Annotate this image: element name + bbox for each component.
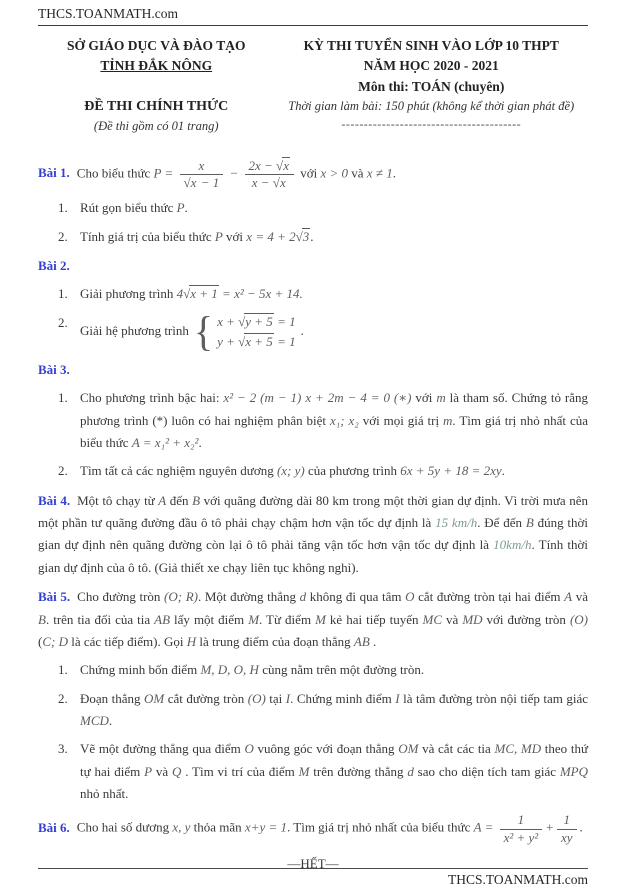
text-run: d xyxy=(407,763,414,779)
problem-6-label: Bài 6. xyxy=(38,820,70,836)
text-run: và xyxy=(442,611,463,627)
radical-icon: √ xyxy=(272,174,280,190)
text-run: P xyxy=(176,200,185,216)
school-year: NĂM HỌC 2020 - 2021 xyxy=(363,58,499,74)
text-run: . Để đến xyxy=(477,515,526,531)
fraction-numerator: 1 xyxy=(500,812,543,829)
text-run: C; D xyxy=(42,633,68,649)
text-run: thỏa mãn xyxy=(190,820,245,836)
text-run: B xyxy=(192,492,201,508)
text-run: . Từ điểm xyxy=(259,611,316,627)
text-run: A = x₁² + x₂² xyxy=(131,435,199,451)
item-text xyxy=(80,197,588,219)
text-run: đến xyxy=(166,492,193,508)
text-run: . xyxy=(198,435,202,451)
text-run: tại xyxy=(265,690,286,706)
item-text xyxy=(80,738,588,805)
radical-icon: √ xyxy=(295,228,303,244)
text-run: . Chứng minh điểm xyxy=(290,690,396,706)
text-run: theo thứ tự hai điểm xyxy=(80,741,588,779)
text-run: lấy một điểm xyxy=(170,611,249,627)
problem-5-item-2 xyxy=(38,688,588,733)
text-run: là tham số. Chứng tỏ rằng phương trình (*) luôn có hai nghiệm phân biệt xyxy=(80,390,588,428)
text-run: m xyxy=(443,412,453,428)
text-run: . xyxy=(501,463,505,479)
problem-4 xyxy=(38,490,588,579)
problem-6 xyxy=(38,812,588,846)
radical-icon: √ xyxy=(276,157,284,173)
item-text xyxy=(80,688,588,733)
problem-1-item-1 xyxy=(38,197,588,219)
text-run: . xyxy=(310,228,314,244)
sqrt-expression: √y + 5 xyxy=(238,314,274,329)
problem-1-statement xyxy=(38,158,588,192)
pages-note: (Đề thi gồm có 01 trang) xyxy=(93,118,219,133)
text-run: Cho biểu thức xyxy=(76,165,154,181)
text-run: I xyxy=(285,690,291,706)
text-run: MCD xyxy=(80,712,109,728)
text-run: với mọi giá trị xyxy=(358,412,444,428)
text-run: . Một đường thẳng xyxy=(197,589,300,605)
problem-4-statement xyxy=(38,490,588,579)
text-run: của phương trình xyxy=(304,463,401,479)
item-number: 1. xyxy=(58,286,68,302)
text-run: kẻ hai tiếp tuyến xyxy=(325,611,423,627)
text-run: . xyxy=(300,322,304,338)
text-run: = x² − 5x + 14. xyxy=(218,286,303,302)
text-run: (O; R) xyxy=(164,589,198,605)
text-run: Vẽ một đường thẳng qua điểm xyxy=(80,741,245,757)
text-run: Cho hai số dương xyxy=(76,820,173,836)
text-run: x² − 2 (m − 1) x + 2m − 4 = 0 (∗) xyxy=(223,390,412,406)
text-run: với xyxy=(222,228,247,244)
text-run: 4 xyxy=(176,286,184,302)
text-run: m xyxy=(436,390,446,406)
text-run: . Tính thời gian dự định của ô tô. (Giả thiết xe chạy liên tục không nghỉ). xyxy=(38,537,588,575)
sqrt-expression: √x + 5 xyxy=(238,334,274,349)
text-run: P = xyxy=(153,165,174,181)
sqrt-expression: √x xyxy=(272,174,286,190)
text-run: Q xyxy=(171,763,182,779)
province-name: TỈNH ĐẮK NÔNG xyxy=(100,57,213,73)
text-run: M xyxy=(315,611,326,627)
item-text xyxy=(80,387,588,454)
text-run: I xyxy=(395,690,400,706)
text-run: M xyxy=(248,611,260,627)
text-run: với xyxy=(411,390,437,406)
text-run: x, y xyxy=(172,820,191,836)
text-run: và cắt các tia xyxy=(418,741,495,757)
text-run: Tìm tất cả các nghiệm nguyên dương xyxy=(80,463,277,479)
speed-value: 15 km/h xyxy=(435,515,478,531)
text-run: và xyxy=(572,589,588,605)
text-run: ( xyxy=(38,633,43,649)
text-run: với quãng đường dài 80 km trong một thời gian dự định. Vì trời mưa nên một phần tư quãng đường đầu ô tô phải chạy chậm hơn vận tốc dự định là xyxy=(38,492,588,531)
fraction-denominator: √x − 1 xyxy=(183,174,220,190)
radical-icon: √ xyxy=(183,174,191,190)
text-run: H xyxy=(186,633,197,649)
text-run: . xyxy=(369,633,377,649)
text-run: cắt đường tròn tại hai điểm xyxy=(414,589,565,605)
problem-6-statement xyxy=(38,812,588,846)
fraction xyxy=(245,158,294,192)
item-number: 3. xyxy=(58,741,68,757)
sqrt-expression: √x xyxy=(183,174,197,190)
text-run: d xyxy=(299,589,307,605)
site-url-bottom[interactable]: THCS.TOANMATH.com xyxy=(447,872,588,887)
system-equations xyxy=(217,312,296,352)
text-run: MC, MD xyxy=(494,741,542,757)
text-run: A xyxy=(158,492,167,508)
text-run: MC xyxy=(422,611,443,627)
problem-3-item-2 xyxy=(38,460,588,482)
site-footer-bar xyxy=(38,868,588,888)
fraction-denominator: x² + y² xyxy=(503,829,539,845)
problem-2 xyxy=(38,255,588,355)
text-run: . Tìm giá trị nhỏ nhất của biểu thức xyxy=(80,412,588,451)
site-url-top[interactable]: THCS.TOANMATH.com xyxy=(38,6,179,21)
text-run: là các tiếp điểm). Gọi xyxy=(67,633,187,649)
department-name: SỞ GIÁO DỤC VÀ ĐÀO TẠO xyxy=(67,38,246,53)
exam-title: KỲ THI TUYỂN SINH VÀO LỚP 10 THPT xyxy=(303,38,559,53)
text-run: . Tìm vi trí của điểm xyxy=(181,763,299,779)
problem-5-item-1 xyxy=(38,659,588,681)
text-run: Một tô chạy từ xyxy=(77,492,159,508)
text-run: cắt đường tròn xyxy=(164,690,248,706)
text-run: (x; y) xyxy=(276,463,305,479)
text-run: OM xyxy=(398,741,419,757)
fraction xyxy=(500,812,543,846)
text-run: x₁; x₂ xyxy=(329,412,359,428)
fraction xyxy=(180,158,224,192)
item-number: 1. xyxy=(58,200,68,216)
system-equation-1: x + √y + 5 = 1 xyxy=(217,312,296,332)
header-left-column xyxy=(38,36,275,134)
text-run: Giải hệ phương trình xyxy=(80,322,189,338)
text-run: và xyxy=(152,763,172,779)
text-run: MD xyxy=(462,611,483,627)
text-run: không đi qua tâm xyxy=(306,589,406,605)
text-run: P xyxy=(214,228,223,244)
system-equation-2: y + √x + 5 = 1 xyxy=(217,332,296,352)
text-run: Rút gọn biểu thức xyxy=(80,200,177,216)
fraction-denominator: xy xyxy=(560,829,573,845)
exam-type: ĐỀ THI CHÍNH THỨC xyxy=(84,99,229,115)
item-number: 2. xyxy=(58,314,68,330)
item-number: 2. xyxy=(58,463,68,479)
problem-5-label: Bài 5. xyxy=(38,589,71,605)
header-right-column xyxy=(275,36,589,134)
fraction-numerator: 1 xyxy=(557,812,577,829)
text-run: . Tìm giá trị nhỏ nhất của biểu thức xyxy=(287,820,474,836)
text-run: trên đường thẳng xyxy=(309,763,408,779)
text-run: Giải phương trình xyxy=(80,286,177,302)
item-text xyxy=(80,307,588,355)
text-run: nhỏ nhất. xyxy=(80,786,129,802)
text-run: Chứng minh bốn điểm xyxy=(80,662,201,678)
text-run: và xyxy=(348,165,367,181)
text-run: (O) xyxy=(247,690,266,706)
text-run: (O) xyxy=(569,611,588,627)
text-run: là trung điểm của đoạn thẳng xyxy=(196,633,354,649)
problem-3 xyxy=(38,359,588,483)
text-run: x+y = 1 xyxy=(244,820,287,836)
equation-system xyxy=(193,307,296,355)
subject-line: Môn thi: TOÁN (chuyên) xyxy=(358,78,505,94)
sqrt-expression: √x + 1 xyxy=(183,286,219,301)
text-run: sao cho diện tích tam giác xyxy=(413,763,560,779)
problem-2-item-1 xyxy=(38,283,588,305)
text-run: A = xyxy=(473,820,494,836)
text-run: OM xyxy=(144,690,165,706)
text-run: P xyxy=(144,763,153,779)
problem-3-statement xyxy=(38,359,588,381)
problem-1 xyxy=(38,158,588,248)
text-run: AB xyxy=(154,611,171,627)
item-number: 1. xyxy=(58,662,68,678)
text-run: M xyxy=(298,763,310,779)
text-run: O xyxy=(405,589,415,605)
text-run: là tâm đường tròn nội tiếp tam giác xyxy=(399,690,589,706)
problem-4-label: Bài 4. xyxy=(38,492,71,508)
problem-2-statement xyxy=(38,255,588,277)
item-number: 1. xyxy=(58,390,68,406)
problem-2-label: Bài 2. xyxy=(38,257,70,273)
text-run: M, D, O, H xyxy=(200,662,259,678)
item-number: 2. xyxy=(58,690,68,706)
item-text xyxy=(80,460,588,482)
item-number: 2. xyxy=(58,228,68,244)
sqrt-expression: √3 xyxy=(296,229,311,244)
radical-icon: √ xyxy=(183,286,191,302)
problem-1-label: Bài 1. xyxy=(38,165,70,181)
problem-1-item-2 xyxy=(38,226,588,248)
text-run: 6x + 5y + 18 = 2xy xyxy=(400,463,502,479)
system-brace: { xyxy=(193,307,214,355)
text-run: x > 0 xyxy=(320,165,349,181)
text-run: O xyxy=(244,741,254,757)
problem-5-statement xyxy=(38,586,588,653)
problems-area xyxy=(38,158,588,872)
text-run: với xyxy=(300,165,321,181)
end-marker: —HẾT— xyxy=(287,855,339,871)
text-run: Tính giá trị của biểu thức xyxy=(80,228,215,244)
text-run: . xyxy=(108,712,113,728)
minus-operator: − xyxy=(229,165,239,181)
item-text xyxy=(80,226,588,248)
fraction-denominator: x − √x xyxy=(251,174,286,190)
exam-header xyxy=(38,36,588,134)
text-run: B xyxy=(38,611,46,627)
plus-operator: + xyxy=(545,820,554,836)
text-run: Đoạn thẳng xyxy=(80,690,145,706)
item-text xyxy=(80,283,588,305)
site-header-bar xyxy=(38,4,588,26)
problem-5-item-3 xyxy=(38,738,588,805)
item-text xyxy=(80,659,588,681)
text-run: B xyxy=(525,515,534,531)
problem-3-item-1 xyxy=(38,387,588,454)
text-run: . xyxy=(184,200,188,216)
problem-3-label: Bài 3. xyxy=(38,361,70,377)
radical-icon: √ xyxy=(238,333,246,349)
fraction-numerator: x xyxy=(180,158,224,175)
text-run: Cho phương trình bậc hai: xyxy=(80,390,224,406)
text-run: . xyxy=(579,820,583,836)
text-run: cùng nằm trên một đường tròn. xyxy=(258,662,425,678)
text-run: x = 4 + 2 xyxy=(246,228,296,244)
speed-value: 10km/h xyxy=(493,537,532,553)
dashed-separator: ---------------------------------------- xyxy=(341,116,522,131)
text-run: MPQ xyxy=(559,763,588,779)
text-run: A xyxy=(564,589,573,605)
text-run: AB xyxy=(353,633,370,649)
text-run: . trên tia đối của tia xyxy=(45,611,155,627)
text-run: x ≠ 1 xyxy=(366,165,393,181)
problem-5 xyxy=(38,586,588,805)
radical-icon: √ xyxy=(238,313,246,329)
text-run: vuông góc với đoạn thẳng xyxy=(253,741,399,757)
text-run: với đường tròn xyxy=(482,611,570,627)
fraction-numerator: 2x − √x xyxy=(245,158,294,175)
problem-2-item-2 xyxy=(38,307,588,355)
text-run: . xyxy=(392,165,396,181)
duration-line: Thời gian làm bài: 150 phút (không kể thời gian phát đề) xyxy=(288,98,575,113)
sqrt-expression: √x xyxy=(276,157,289,173)
text-run: Cho đường tròn xyxy=(77,589,165,605)
text-run: đúng thời gian dự định nên quãng đường còn lại ô tô phải tăng vận tốc hơn vận tốc dự định là xyxy=(38,515,588,553)
fraction xyxy=(557,812,577,846)
